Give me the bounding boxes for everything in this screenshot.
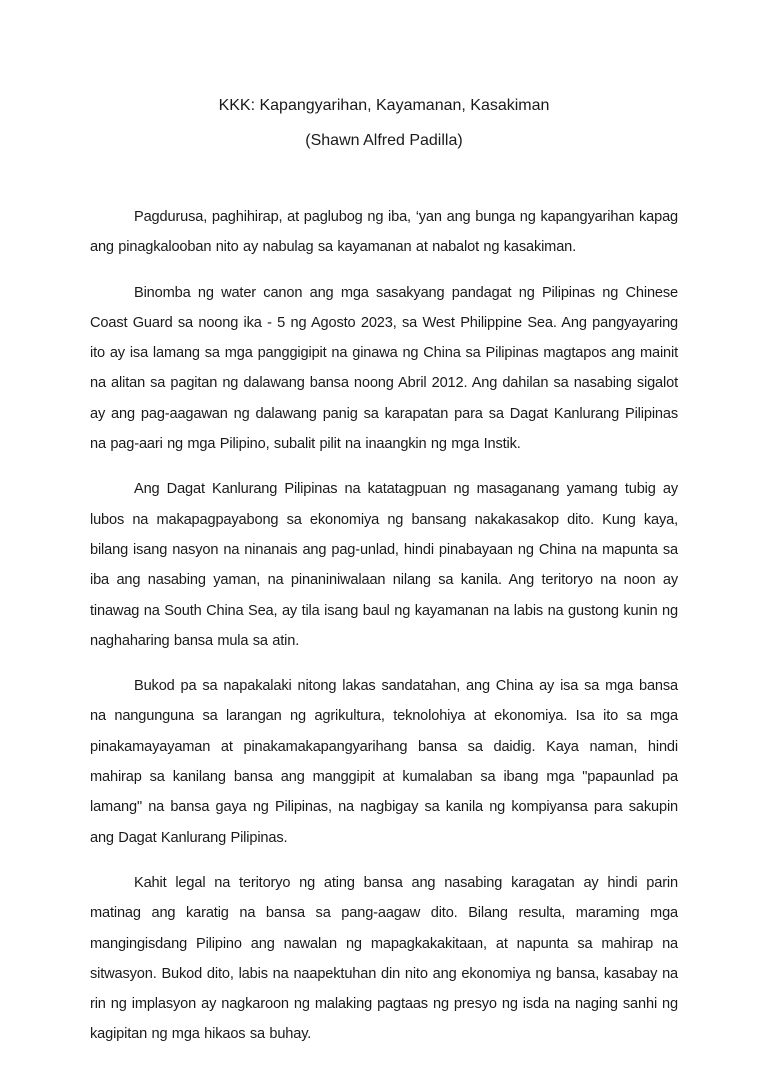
document-title: KKK: Kapangyarihan, Kayamanan, Kasakiman <box>218 97 550 114</box>
paragraph-3: Ang Dagat Kanlurang Pilipinas na katatagpuan ng masaganang yamang tubig ay lubos na makapagpayabong sa ekonomiya ng bansang nakakasakop dito. Kung kaya, bilang isang nasyon na ninanais ang pag-unlad, hindi pinabayaan ng China na mapunta sa iba ang nasabing yaman, na pinaniniwalaan nilang sa kanila. Ang teritoryo na noon ay tinawag na South China Sea, ay tila isang baul ng kayamanan na labis na gustong kunin ng naghaharing bansa mula sa atin. <box>90 481 678 649</box>
paragraph-5: Kahit legal na teritoryo ng ating bansa ang nasabing karagatan ay hindi parin matinag ang karatig na bansa sa pang-aagaw dito. Bilang resulta, maraming mga mangingisdang Pilipino ang nawalan ng mapagkakakitaan, at napunta sa mahirap na sitwasyon. Bukod dito, labis na naapektuhan din nito ang ekonomiya ng bansa, kasabay na rin ng implasyon ay nagkaroon ng malaking pagtaas ng presyo ng isda na naging sanhi ng kagipitan ng mga hikaos sa buhay. <box>90 874 678 1043</box>
paragraph-1: Pagdurusa, paghihirap, at paglubog ng iba, ‘yan ang bunga ng kapangyarihan kapag ang pinagkalooban nito ay nabulag sa kayamanan at nabalot ng kasakiman. <box>90 209 678 256</box>
paragraph-2: Binomba ng water canon ang mga sasakyang pandagat ng Pilipinas ng Chinese Coast Guard sa noong ika - 5 ng Agosto 2023, sa West Philippine Sea. Ang pangyayaring ito ay isa lamang sa mga panggigipit na ginawa ng China sa Pilipinas magtapos ang mainit na alitan sa pagitan ng dalawang bansa noong Abril 2012. Ang dahilan sa nasabing sigalot ay ang pag-aagawan ng dalawang panig sa karapatan para sa Dagat Kanlurang Pilipinas na pag-aari ng mga Pilipino, subalit pilit na inaangkin ng mga Instik. <box>90 284 678 453</box>
document-author: (Shawn Alfred Padilla) <box>305 132 463 149</box>
document-body <box>90 202 678 1065</box>
paragraph-4: Bukod pa sa napakalaki nitong lakas sandatahan, ang China ay isa sa mga bansa na nangunguna sa larangan ng agrikultura, teknolohiya at ekonomiya. Isa ito sa mga pinakamayayaman at pinakamakapangyarihang bansa sa daidig. Kaya naman, hindi mahirap sa kanilang bansa ang manggipit at kumalaban sa ibang mga "papaunlad pa lamang" na bansa gaya ng Pilipinas, na nagbigay sa kanila ng kompiyansa para sakupin ang Dagat Kanlurang Pilipinas. <box>90 678 678 846</box>
